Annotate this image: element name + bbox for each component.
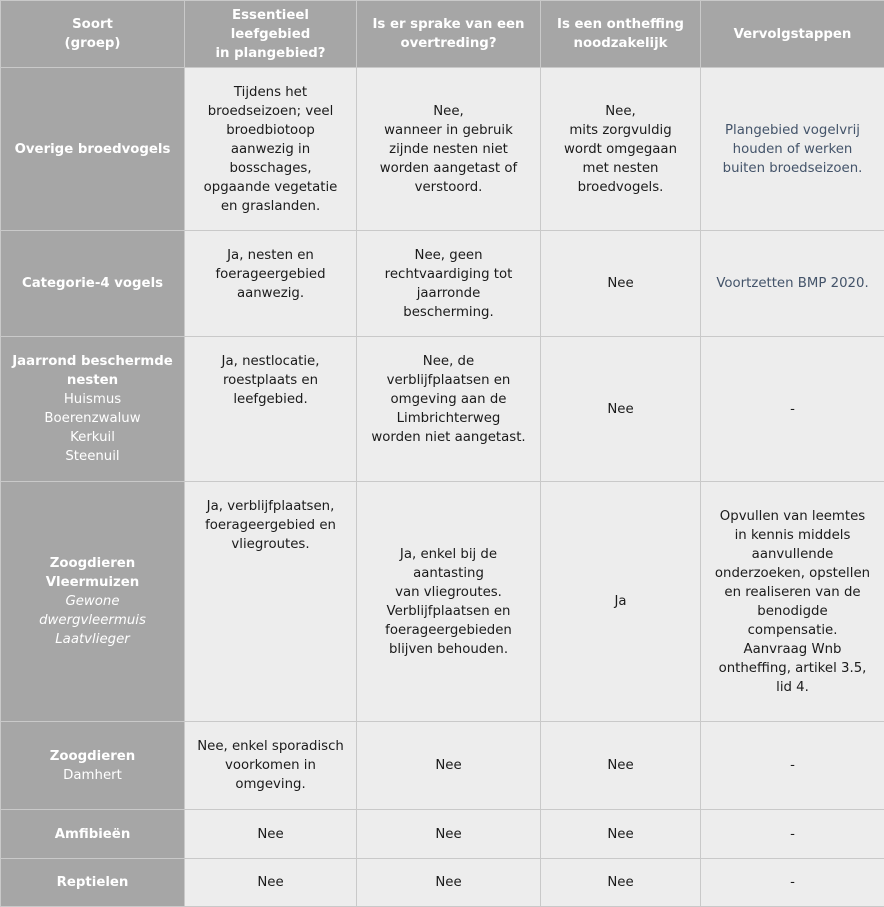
species-cell bbox=[1, 337, 185, 482]
ontheffing-cell bbox=[541, 231, 701, 337]
cell-text-line: opgaande vegetatie bbox=[191, 178, 350, 197]
table-body bbox=[1, 68, 884, 907]
species-name: Steenuil bbox=[7, 447, 178, 466]
species-group-name: Zoogdieren bbox=[7, 554, 178, 573]
cell-text-line: broedvogels. bbox=[547, 178, 694, 197]
header-overtreding bbox=[357, 1, 541, 68]
cell-text-line: Soort bbox=[7, 15, 178, 34]
leefgebied-cell bbox=[185, 231, 357, 337]
cell-text-line: zijnde nesten niet bbox=[363, 140, 534, 159]
overtreding-cell bbox=[357, 337, 541, 482]
cell-text-line: - bbox=[707, 873, 878, 892]
table-row bbox=[1, 337, 884, 482]
overtreding-cell bbox=[357, 859, 541, 907]
cell-text-line: Opvullen van leemtes bbox=[707, 507, 878, 526]
cell-text-line: overtreding? bbox=[363, 34, 534, 53]
cell-text-line: Nee, de bbox=[363, 352, 534, 371]
cell-text-line: houden of werken bbox=[707, 140, 878, 159]
cell-text-line: vliegroutes. bbox=[191, 535, 350, 554]
ontheffing-cell bbox=[541, 337, 701, 482]
overtreding-cell bbox=[357, 810, 541, 859]
cell-text-line: foerageergebieden bbox=[363, 621, 534, 640]
header-row bbox=[1, 1, 884, 68]
cell-text-line: Ja, verblijfplaatsen, bbox=[191, 497, 350, 516]
table-row bbox=[1, 859, 884, 907]
overtreding-cell bbox=[357, 722, 541, 810]
species-name: Boerenzwaluw bbox=[7, 409, 178, 428]
vervolgstappen-cell bbox=[701, 722, 884, 810]
species-group-name: Overige broedvogels bbox=[7, 140, 178, 159]
leefgebied-cell bbox=[185, 68, 357, 231]
cell-text-line: Nee, bbox=[547, 102, 694, 121]
overtreding-cell bbox=[357, 68, 541, 231]
cell-text-line: bosschages, bbox=[191, 159, 350, 178]
cell-text-line: Nee bbox=[547, 274, 694, 293]
cell-text-line: buiten broedseizoen. bbox=[707, 159, 878, 178]
cell-text-line: - bbox=[707, 756, 878, 775]
table-row bbox=[1, 482, 884, 722]
species-group-name: Vleermuizen bbox=[7, 573, 178, 592]
species-group-name: nesten bbox=[7, 371, 178, 390]
species-group-name: Zoogdieren bbox=[7, 747, 178, 766]
cell-text-line: benodigde bbox=[707, 602, 878, 621]
cell-text-line: Nee bbox=[547, 825, 694, 844]
ontheffing-cell bbox=[541, 722, 701, 810]
cell-text-line: Ja, nesten en bbox=[191, 246, 350, 265]
leefgebied-cell bbox=[185, 482, 357, 722]
cell-text-line: foerageergebied bbox=[191, 265, 350, 284]
species-name-italic: Gewone bbox=[7, 592, 178, 611]
cell-text-line: Vervolgstappen bbox=[707, 25, 878, 44]
header-leefgebied bbox=[185, 1, 357, 68]
cell-text-line: wordt omgegaan bbox=[547, 140, 694, 159]
cell-text-line: - bbox=[707, 400, 878, 419]
species-group-name: Reptielen bbox=[7, 873, 178, 892]
header-vervolgstappen bbox=[701, 1, 884, 68]
cell-text-line: verblijfplaatsen en bbox=[363, 371, 534, 390]
cell-text-line: Nee bbox=[191, 873, 350, 892]
cell-text-line: en graslanden. bbox=[191, 197, 350, 216]
cell-text-line: Nee, enkel sporadisch bbox=[191, 737, 350, 756]
ontheffing-cell bbox=[541, 482, 701, 722]
cell-text-line: lid 4. bbox=[707, 678, 878, 697]
vervolgstappen-cell bbox=[701, 810, 884, 859]
cell-text-line: Is er sprake van een bbox=[363, 15, 534, 34]
cell-text-line: Ja bbox=[547, 592, 694, 611]
header-ontheffing bbox=[541, 1, 701, 68]
vervolgstappen-cell bbox=[701, 68, 884, 231]
cell-text-line: Nee bbox=[547, 400, 694, 419]
species-cell bbox=[1, 810, 185, 859]
species-group-name: Jaarrond beschermde bbox=[7, 352, 178, 371]
cell-text-line: met nesten bbox=[547, 159, 694, 178]
vervolgstappen-cell bbox=[701, 859, 884, 907]
vervolgstappen-cell bbox=[701, 337, 884, 482]
cell-text-line: Nee bbox=[547, 756, 694, 775]
cell-text-line: worden aangetast of bbox=[363, 159, 534, 178]
cell-text-line: Limbrichterweg bbox=[363, 409, 534, 428]
cell-text-line: compensatie. bbox=[707, 621, 878, 640]
table-header bbox=[1, 1, 884, 68]
cell-text-line: Tijdens het bbox=[191, 83, 350, 102]
cell-text-line: en realiseren van de bbox=[707, 583, 878, 602]
cell-text-line: voorkomen in bbox=[191, 756, 350, 775]
species-name-italic: dwergvleermuis bbox=[7, 611, 178, 630]
cell-text-line: Nee bbox=[191, 825, 350, 844]
cell-text-line: Verblijfplaatsen en bbox=[363, 602, 534, 621]
cell-text-line: Aanvraag Wnb bbox=[707, 640, 878, 659]
cell-text-line: Nee bbox=[363, 756, 534, 775]
cell-text-line: Ja, enkel bij de aantasting bbox=[363, 545, 534, 583]
species-group-name: Categorie-4 vogels bbox=[7, 274, 178, 293]
cell-text-line: broedbiotoop bbox=[191, 121, 350, 140]
cell-text-line: jaarronde bbox=[363, 284, 534, 303]
cell-text-line: (groep) bbox=[7, 34, 178, 53]
cell-text-line: in plangebied? bbox=[191, 44, 350, 63]
ontheffing-cell bbox=[541, 810, 701, 859]
cell-text-line: ontheffing, artikel 3.5, bbox=[707, 659, 878, 678]
leefgebied-cell bbox=[185, 337, 357, 482]
cell-text-line: Nee bbox=[363, 825, 534, 844]
species-name-italic: Laatvlieger bbox=[7, 630, 178, 649]
cell-text-line: omgeving aan de bbox=[363, 390, 534, 409]
species-cell bbox=[1, 482, 185, 722]
cell-text-line: Ja, nestlocatie, bbox=[191, 352, 350, 371]
table-row bbox=[1, 810, 884, 859]
cell-text-line: onderzoeken, opstellen bbox=[707, 564, 878, 583]
species-group-name: Amfibieën bbox=[7, 825, 178, 844]
species-name: Damhert bbox=[7, 766, 178, 785]
cell-text-line: roestplaats en bbox=[191, 371, 350, 390]
cell-text-line: foerageergebied en bbox=[191, 516, 350, 535]
cell-text-line: - bbox=[707, 825, 878, 844]
cell-text-line: worden niet aangetast. bbox=[363, 428, 534, 447]
species-cell bbox=[1, 68, 185, 231]
cell-text-line: Nee bbox=[547, 873, 694, 892]
cell-text-line: Plangebied vogelvrij bbox=[707, 121, 878, 140]
cell-text-line: in kennis middels bbox=[707, 526, 878, 545]
table-row bbox=[1, 68, 884, 231]
vervolgstappen-cell bbox=[701, 231, 884, 337]
ontheffing-cell bbox=[541, 68, 701, 231]
cell-text-line: blijven behouden. bbox=[363, 640, 534, 659]
species-cell bbox=[1, 231, 185, 337]
cell-text-line: Nee, geen bbox=[363, 246, 534, 265]
table-row bbox=[1, 231, 884, 337]
cell-text-line: Is een ontheffing bbox=[547, 15, 694, 34]
cell-text-line: van vliegroutes. bbox=[363, 583, 534, 602]
cell-text-line: wanneer in gebruik bbox=[363, 121, 534, 140]
species-cell bbox=[1, 722, 185, 810]
cell-text-line: rechtvaardiging tot bbox=[363, 265, 534, 284]
leefgebied-cell bbox=[185, 810, 357, 859]
ontheffing-cell bbox=[541, 859, 701, 907]
cell-text-line: Voortzetten BMP 2020. bbox=[707, 274, 878, 293]
cell-text-line: bescherming. bbox=[363, 303, 534, 322]
cell-text-line: leefgebied. bbox=[191, 390, 350, 409]
header-soort bbox=[1, 1, 185, 68]
cell-text-line: aanwezig. bbox=[191, 284, 350, 303]
cell-text-line: Nee bbox=[363, 873, 534, 892]
cell-text-line: noodzakelijk bbox=[547, 34, 694, 53]
cell-text-line: mits zorgvuldig bbox=[547, 121, 694, 140]
cell-text-line: broedseizoen; veel bbox=[191, 102, 350, 121]
overtreding-cell bbox=[357, 482, 541, 722]
cell-text-line: aanvullende bbox=[707, 545, 878, 564]
cell-text-line: aanwezig in bbox=[191, 140, 350, 159]
overtreding-cell bbox=[357, 231, 541, 337]
cell-text-line: Nee, bbox=[363, 102, 534, 121]
leefgebied-cell bbox=[185, 859, 357, 907]
species-cell bbox=[1, 859, 185, 907]
species-name: Kerkuil bbox=[7, 428, 178, 447]
cell-text-line: omgeving. bbox=[191, 775, 350, 794]
vervolgstappen-cell bbox=[701, 482, 884, 722]
cell-text-line: Essentieel leefgebied bbox=[191, 6, 350, 44]
species-name: Huismus bbox=[7, 390, 178, 409]
table-row bbox=[1, 722, 884, 810]
leefgebied-cell bbox=[185, 722, 357, 810]
cell-text-line: verstoord. bbox=[363, 178, 534, 197]
